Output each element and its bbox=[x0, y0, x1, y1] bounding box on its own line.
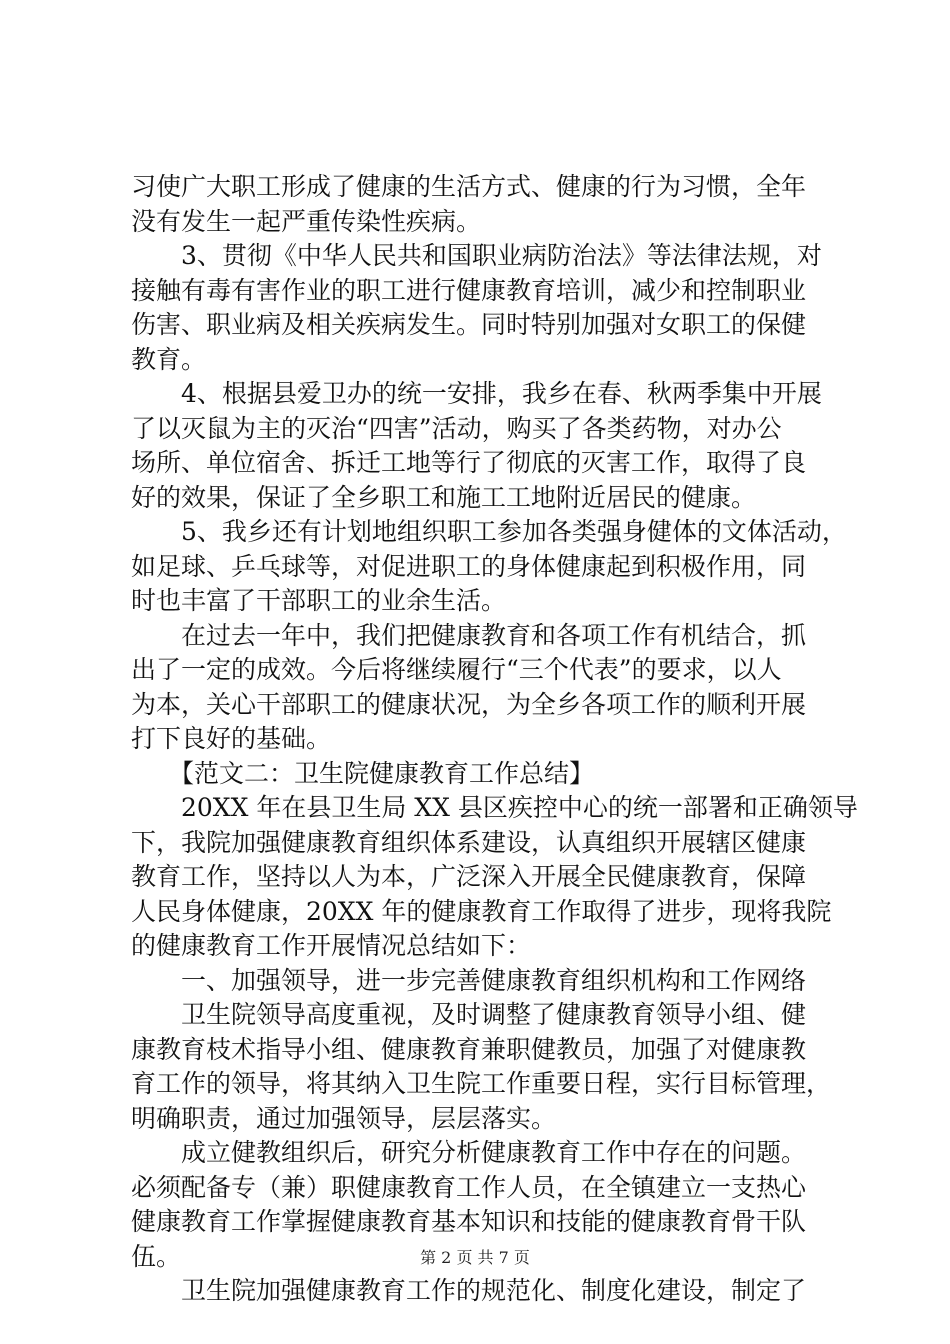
page-number: 第 2 页 共 7 页 bbox=[420, 1248, 530, 1267]
text-line: 接触有毒有害作业的职工进行健康教育培训，减少和控制职业 bbox=[131, 275, 807, 305]
text-line: 人民身体健康，20XX 年的健康教育工作取得了进步，现将我院 bbox=[131, 896, 832, 926]
text-line: 育工作的领导，将其纳入卫生院工作重要日程，实行目标管理， bbox=[131, 1069, 832, 1098]
text-line: 卫生院领导高度重视，及时调整了健康教育领导小组、健 bbox=[181, 1000, 807, 1029]
text-line: 为本，关心干部职工的健康状况，为全乡各项工作的顺利开展 bbox=[131, 689, 807, 719]
text-line: 必须配备专（兼）职健康教育工作人员，在全镇建立一支热心 bbox=[131, 1172, 807, 1202]
text-line: 在过去一年中，我们把健康教育和各项工作有机结合，抓 bbox=[181, 620, 807, 650]
text-line: 出了一定的成效。今后将继续履行“三个代表”的要求，以人 bbox=[131, 655, 782, 684]
text-line: 健康教育工作掌握健康教育基本知识和技能的健康教育骨干队 bbox=[131, 1207, 807, 1236]
text-line: 4、根据县爱卫办的统一安排，我乡在春、秋两季集中开展 bbox=[181, 379, 822, 408]
text-line: 下，我院加强健康教育组织体系建设，认真组织开展辖区健康 bbox=[131, 827, 807, 857]
text-line: 伍。 bbox=[131, 1241, 182, 1271]
text-line: 时也丰富了干部职工的业余生活。 bbox=[131, 586, 507, 615]
document-body bbox=[131, 170, 858, 1309]
text-line: 教育工作，坚持以人为本，广泛深入开展全民健康教育，保障 bbox=[131, 862, 807, 891]
section-heading: 【范文二：卫生院健康教育工作总结】 bbox=[169, 758, 595, 788]
text-line: 成立健教组织后，研究分析健康教育工作中存在的问题。 bbox=[181, 1138, 807, 1167]
text-line: 伤害、职业病及相关疾病发生。同时特别加强对女职工的保健 bbox=[131, 310, 807, 339]
text-line: 了以灭鼠为主的灭治“四害”活动，购买了各类药物，对办公 bbox=[131, 413, 782, 443]
text-line: 卫生院加强健康教育工作的规范化、制度化建设，制定了 bbox=[181, 1276, 807, 1305]
text-line: 20XX 年在县卫生局 XX 县区疾控中心的统一部署和正确领导 bbox=[181, 793, 858, 822]
text-line: 康教育枝术指导小组、健康教育兼职健教员，加强了对健康教 bbox=[131, 1034, 807, 1064]
subsection-heading: 一、加强领导，进一步完善健康教育组织机构和工作网络 bbox=[181, 965, 807, 995]
text-line: 教育。 bbox=[131, 344, 207, 374]
text-line: 3、贯彻《中华人民共和国职业病防治法》等法律法规，对 bbox=[181, 241, 822, 270]
text-line: 没有发生一起严重传染性疾病。 bbox=[131, 206, 482, 236]
text-line: 打下良好的基础。 bbox=[131, 724, 332, 753]
text-line: 好的效果，保证了全乡职工和施工工地附近居民的健康。 bbox=[131, 482, 757, 512]
text-line: 明确职责，通过加强领导，层层落实。 bbox=[131, 1103, 557, 1133]
text-line: 习使广大职工形成了健康的生活方式、健康的行为习惯，全年 bbox=[131, 172, 807, 201]
text-line: 5、我乡还有计划地组织职工参加各类强身健体的文体活动， bbox=[181, 517, 847, 546]
text-line: 场所、单位宿舍、拆迁工地等行了彻底的灭害工作，取得了良 bbox=[131, 448, 807, 477]
text-line: 的健康教育工作开展情况总结如下： bbox=[131, 931, 532, 960]
text-line: 如足球、乒乓球等，对促进职工的身体健康起到积极作用，同 bbox=[131, 551, 807, 581]
